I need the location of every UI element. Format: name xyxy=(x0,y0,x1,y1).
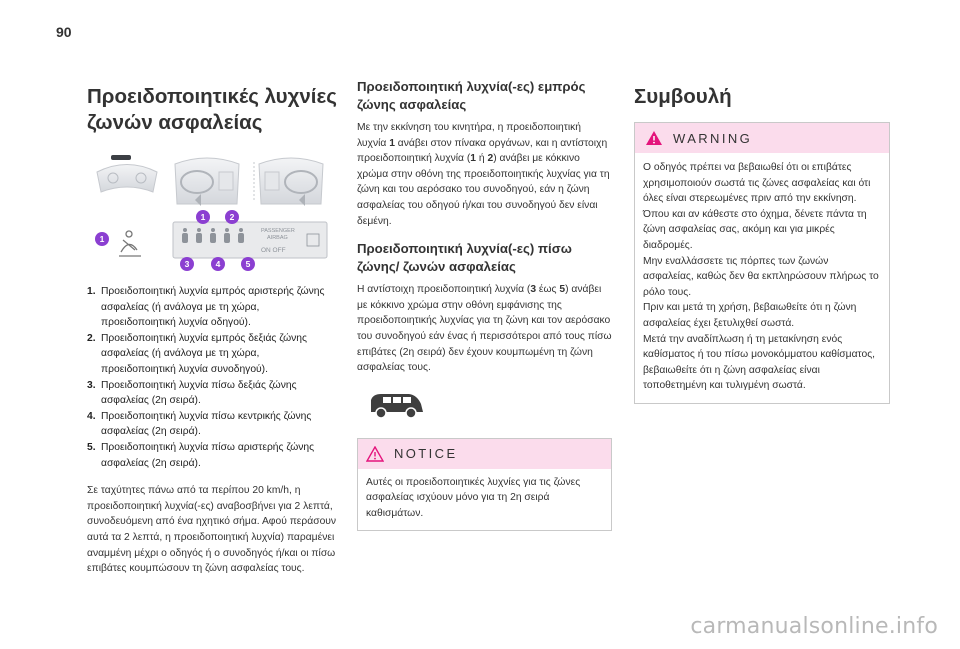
badge-5 xyxy=(241,257,255,271)
notice-triangle-icon xyxy=(366,446,384,462)
page-number: 90 xyxy=(56,24,72,40)
van-icon xyxy=(365,388,425,424)
watermark: carmanualsonline.info xyxy=(690,614,938,639)
title-line-2: ζωνών ασφαλείας xyxy=(87,111,263,134)
list-item: 3. Προειδοποιητική λυχνία πίσω δεξιάς ζώνης ασφαλείας (2η σειρά). xyxy=(87,379,297,407)
list-item: 1. Προειδοποιητική λυχνία εμπρός αριστερής ζώνης ασφαλείας (ή ανάλογα με τη χώρα, προειδοποιητική λυχνία οδηγού). xyxy=(87,286,325,329)
panel-text-on-off: ON OFF xyxy=(261,247,286,254)
list-item: 4. Προειδοποιητική λυχνία πίσω κεντρικής ζώνης ασφαλείας (2η σειρά). xyxy=(87,410,312,438)
car-interior-right xyxy=(259,158,323,206)
svg-text:3: 3 xyxy=(184,259,190,269)
notice-text: Αυτές οι προειδοποιητικές λυχνίες για τις ζώνες ασφαλείας ισχύουν μόνο για τη 2η σειρά καθισμάτων. xyxy=(366,476,581,519)
title-line-1: Προειδοποιητικές λυχνίες xyxy=(87,85,337,108)
warning-box xyxy=(634,122,890,404)
warning-paragraph: Πριν και μετά τη χρήση, βεβαιωθείτε ότι η ζώνη ασφαλείας έχει ξετυλιχθεί σωστά. xyxy=(643,302,857,329)
front-belt-paragraph: Με την εκκίνηση του κινητήρα, η προειδοποιητική λυχνία 1 ανάβει στον πίνακα οργάνων, και η αντίστοιχη προειδοποιητική λυχνία (1 ή 2) ανάβει με κόκκινο χρώμα στην οθόνη της προειδοποιητικής λυχνίας για τη ζώνη και του αερόσακο του συνοδηγού, εάν η ζώνη ασφαλείας του οδηγού ή/και του συνοδηγού δεν είναι δεμένη. xyxy=(357,122,610,227)
panel-text-airbag: AIRBAG xyxy=(267,235,288,241)
badge-4 xyxy=(211,257,225,271)
svg-text:2: 2 xyxy=(229,212,235,222)
panel-text-passenger: PASSENGER xyxy=(261,228,295,234)
svg-text:1: 1 xyxy=(99,234,105,244)
svg-text:1: 1 xyxy=(200,212,206,222)
speed-paragraph: Σε ταχύτητες πάνω από τα περίπου 20 km/h, η προειδοποιητική λυχνία(-ες) αναβοσβήνει για 2 λεπτά, συνοδευόμενη από ένα ηχητικό σήμα. Αφού περάσουν αυτά τα 2 λεπτά, η προειδοποιητική λυχνία) παραμένει αναμμένη μέχρι ο οδηγός ή ο συνοδηγός ή/και οι πίσω επιβάτες κουμπώσουν τη ζώνη ασφαλείας τους. xyxy=(87,485,337,575)
notice-header xyxy=(358,439,611,469)
list-item: 5. Προειδοποιητική λυχνία πίσω αριστερής ζώνης ασφαλείας (2η σειρά). xyxy=(87,441,315,469)
warning-text xyxy=(635,153,889,403)
rear-belt-paragraph: Η αντίστοιχη προειδοποιητική λυχνία (3 έως 5) ανάβει με κόκκινο χρώμα στην οθόνη εμφάνισης της προειδοποιητικής λυχνίας για τη ζώνη και τον αερόσακο του συνοδηγού εάν ένας ή περισσότεροι από τους πίσω επιβάτες (2η σειρά) δεν έχουν κουμπωμένη τη ζώνη ασφαλείας τους. xyxy=(357,284,612,374)
rear-belt-title: Προειδοποιητική λυχνία(-ες) πίσω ζώνης/ ζωνών ασφαλείας xyxy=(357,241,572,275)
svg-text:4: 4 xyxy=(215,259,221,269)
dashboard-illustration xyxy=(87,152,337,272)
badge-1-left xyxy=(95,232,109,246)
warning-paragraph: Μετά την αναδίπλωση ή τη μετακίνηση ενός καθίσματος ή του πίσω μονοκόμματου καθίσματος, βεβαιωθείτε ότι η ζώνη ασφαλείας είναι τοποθετημένη και τυλιγμένη σωστά. xyxy=(643,333,876,392)
warning-header xyxy=(635,123,889,153)
warning-label: WARNING xyxy=(673,130,753,146)
badge-2 xyxy=(225,210,239,224)
warning-paragraph: Όπου και αν κάθεστε στο όχημα, δένετε πάντα τη ζώνη ασφαλείας σας, ακόμη και για μικρές διαδρομές. xyxy=(643,208,867,251)
passenger-airbag-panel xyxy=(173,222,327,258)
lamp-list xyxy=(87,284,337,471)
right-column xyxy=(634,78,890,404)
car-interior-left xyxy=(175,158,239,206)
section-title xyxy=(87,84,337,136)
advice-title: Συμβουλή xyxy=(634,85,732,108)
instrument-cluster xyxy=(97,155,157,192)
warning-paragraph: Μην εναλλάσσετε τις πόρπες των ζωνών ασφαλείας, καθώς δεν θα εκπληρώσουν πλήρως το ρόλο τους. xyxy=(643,255,879,298)
seatbelt-lamp-icon xyxy=(119,231,141,256)
middle-column xyxy=(357,78,612,531)
warning-triangle-icon xyxy=(645,130,663,146)
warning-paragraph: Ο οδηγός πρέπει να βεβαιωθεί ότι οι επιβάτες χρησιμοποιούν σωστά τις ζώνες ασφαλείας και ότι όλες είναι στερεωμένες πριν από την εκκίνηση. xyxy=(643,162,871,205)
seatbelt-lamps-illustration xyxy=(87,152,337,272)
list-item: 2. Προειδοποιητική λυχνία εμπρός δεξιάς ζώνης ασφαλείας (ή ανάλογα με τη χώρα, προειδοποιητική λυχνία συνοδηγού). xyxy=(87,332,307,375)
badge-1 xyxy=(196,210,210,224)
left-column xyxy=(87,84,337,577)
notice-label: NOTICE xyxy=(394,446,458,462)
notice-box xyxy=(357,438,612,531)
svg-text:5: 5 xyxy=(245,259,251,269)
badge-3 xyxy=(180,257,194,271)
front-belt-title: Προειδοποιητική λυχνία(-ες) εμπρός ζώνης ασφαλείας xyxy=(357,79,586,112)
